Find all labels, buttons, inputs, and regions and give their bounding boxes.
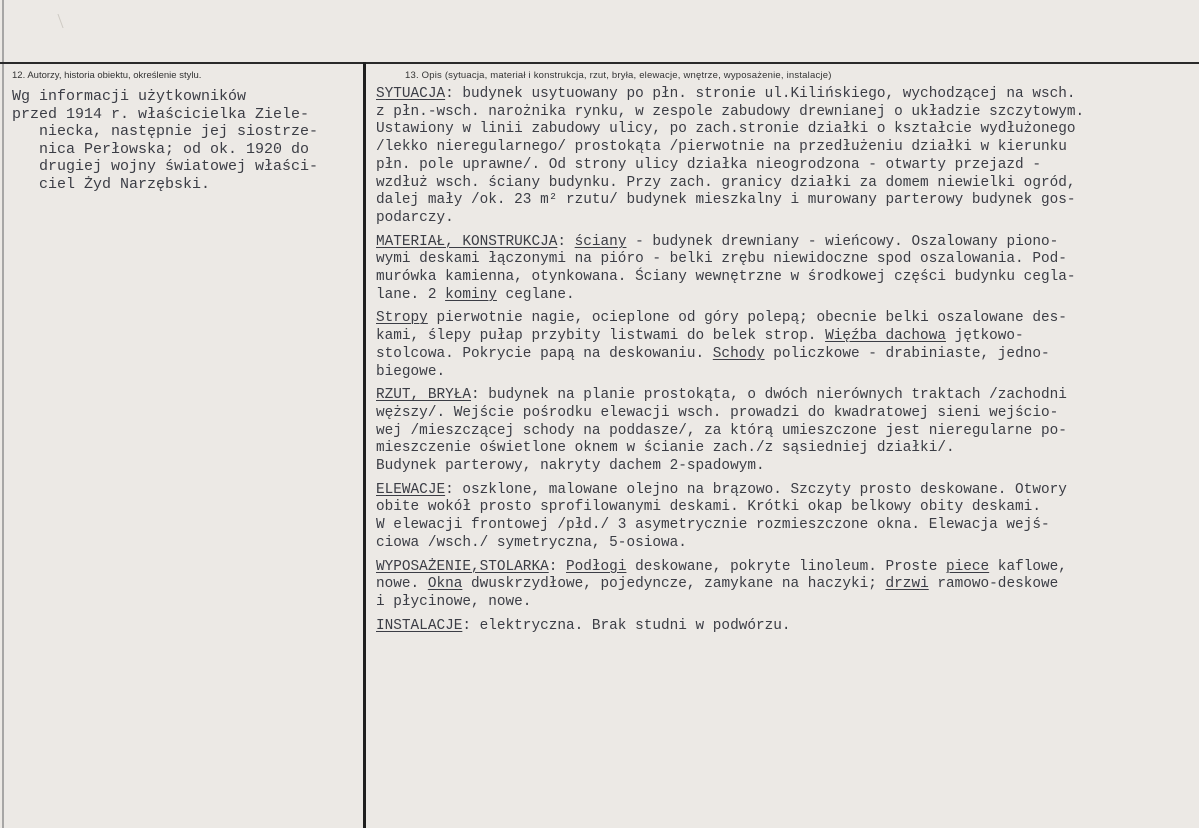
term-sciany: ściany — [574, 233, 627, 250]
section-label-sytuacja: SYTUACJA — [376, 86, 446, 102]
term-podlogi: Podłogi — [566, 558, 627, 575]
text-line: kami, ślepy pułap przybity listwami do belek strop. — [376, 328, 826, 345]
text-line: wej /mieszczącej schody na poddasze/, za którą umieszczone jest nieregularne po- — [376, 422, 1067, 439]
section-label-rzut: RZUT, BRYŁA — [376, 387, 471, 404]
text-line: podarczy. — [376, 209, 454, 226]
description-text — [376, 86, 1191, 641]
header-divider — [0, 62, 1199, 64]
history-line: nica Perłowska; od ok. 1920 do — [12, 140, 310, 158]
history-line: drugiej wojny światowej właści- — [12, 158, 319, 176]
column-divider — [363, 62, 366, 828]
right-column-header: 13. Opis (sytuacja, materiał i konstrukcja, rzut, bryła, elewacje, wnętrze, wyposażenie, instalacje) — [405, 70, 832, 81]
text-line: i płycinowe, nowe. — [376, 593, 532, 610]
text-line: ciowa /wsch./ symetryczna, 5-osiowa. — [376, 534, 687, 551]
text-line: węższy/. Wejście pośrodku elewacji wsch. prowadzi do kwadratowej sieni wejścio- — [376, 404, 1059, 421]
text-line: kaflowe, — [989, 558, 1067, 575]
text-line: płn. pole uprawne/. Od strony ulicy działka nieogrodzona - otwarty przejazd - — [376, 156, 1041, 173]
section-stropy — [376, 310, 1191, 381]
text-line: Budynek parterowy, nakryty dachem 2-spadowym. — [376, 458, 765, 475]
term-kominy: kominy — [445, 286, 497, 303]
text-line: wzdłuż wsch. ściany budynku. Przy zach. granicy działki za domem niewielki ogród, — [376, 174, 1076, 191]
left-column-header: 12. Autorzy, historia obiektu, określenie stylu. — [12, 70, 202, 81]
section-rzut — [376, 387, 1191, 476]
text-line: wymi deskami łączonymi na pióro - belki zrębu niewidoczne spod oszalowania. Pod- — [376, 251, 1067, 268]
text-line: murówka kamienna, otynkowana. Ściany wewnętrzne w środkowej części budynku cegla- — [376, 269, 1076, 286]
section-elewacje — [376, 482, 1191, 553]
history-line: niecka, następnie jej siostrze- — [12, 123, 319, 141]
section-sytuacja — [376, 86, 1191, 228]
text-line: W elewacji frontowej /płd./ 3 asymetrycznie rozmieszczone okna. Elewacja wejś- — [376, 517, 1050, 534]
text-line: ceglane. — [496, 286, 575, 303]
text-line: policzkowe - drabiniaste, jedno- — [764, 345, 1050, 362]
text-line: z płn.-wsch. narożnika rynku, w zespole zabudowy drewnianej o układzie szczytowym. — [376, 103, 1085, 120]
text-line: stolcowa. Pokrycie papą na deskowaniu. — [376, 345, 713, 362]
text-line: /lekko nieregularnego/ prostokąta /pierwotnie na przedłużeniu działki w kierunku — [376, 139, 1067, 156]
text-line: dalej mały /ok. 23 m² rzutu/ budynek mieszkalny i murowany parterowy budynek gos- — [376, 192, 1076, 209]
text-line: - budynek drewniany - wieńcowy. Oszalowany piono- — [626, 233, 1059, 250]
left-margin-line — [2, 0, 4, 828]
term-wiezba: Więźba dachowa — [825, 328, 946, 345]
text-line: dwuskrzydłowe, pojedyncze, zamykane na haczyki; — [462, 576, 886, 593]
text-line: : budynek na planie prostokąta, o dwóch nierównych traktach /zachodni — [471, 387, 1067, 404]
text-line: : oszklone, malowane olejno na brązowo. Szczyty prosto deskowane. Otwory — [445, 481, 1067, 498]
section-label-wyposazenie: WYPOSAŻENIE,STOLARKA — [376, 558, 549, 575]
text-line: biegowe. — [376, 363, 446, 380]
section-wyposazenie — [376, 559, 1191, 612]
text-line: obite wokół prosto sprofilowanymi deskami. Krótki okap belkowy obity deskami. — [376, 499, 1041, 516]
history-line: przed 1914 r. właścicielka Ziele- — [12, 105, 310, 123]
section-label-stropy: Stropy — [376, 310, 428, 327]
term-drzwi: drzwi — [885, 576, 929, 593]
text-line: lane. 2 — [376, 286, 446, 303]
text-line: pierwotnie nagie, ocieplone od góry polepą; obecnie belki oszalowane des- — [427, 310, 1067, 327]
text-line: deskowane, pokryte linoleum. Proste — [626, 558, 946, 575]
text-line: : budynek usytuowany po płn. stronie ul.Kilińskiego, wychodzącej na wsch. — [445, 86, 1076, 102]
history-line: Wg informacji użytkowników — [12, 88, 247, 105]
text-line: mieszczenie oświetlone oknem w ścianie zach./z sąsiedniej działki/. — [376, 440, 955, 457]
colon-sep: : — [548, 558, 566, 575]
text-line: : elektryczna. Brak studni w podwórzu. — [462, 617, 791, 634]
term-okna: Okna — [427, 576, 463, 593]
text-line: ramowo-deskowe — [928, 576, 1059, 593]
text-line: Ustawiony w linii zabudowy ulicy, po zach.stronie działki o kształcie wydłużonego — [376, 121, 1076, 138]
history-text — [12, 88, 352, 194]
history-line: ciel Żyd Narzębski. — [12, 175, 211, 193]
colon-sep: : — [557, 233, 575, 250]
section-label-instalacje: INSTALACJE — [376, 617, 463, 634]
term-schody: Schody — [712, 345, 765, 362]
section-label-elewacje: ELEWACJE — [376, 481, 446, 498]
section-material — [376, 234, 1191, 305]
section-label-material: MATERIAŁ, KONSTRUKCJA — [376, 233, 558, 250]
text-line: nowe. — [376, 576, 428, 593]
section-instalacje — [376, 618, 1191, 636]
pencil-mark — [57, 14, 73, 28]
text-line: jętkowo- — [945, 328, 1024, 345]
term-piece: piece — [945, 558, 990, 575]
